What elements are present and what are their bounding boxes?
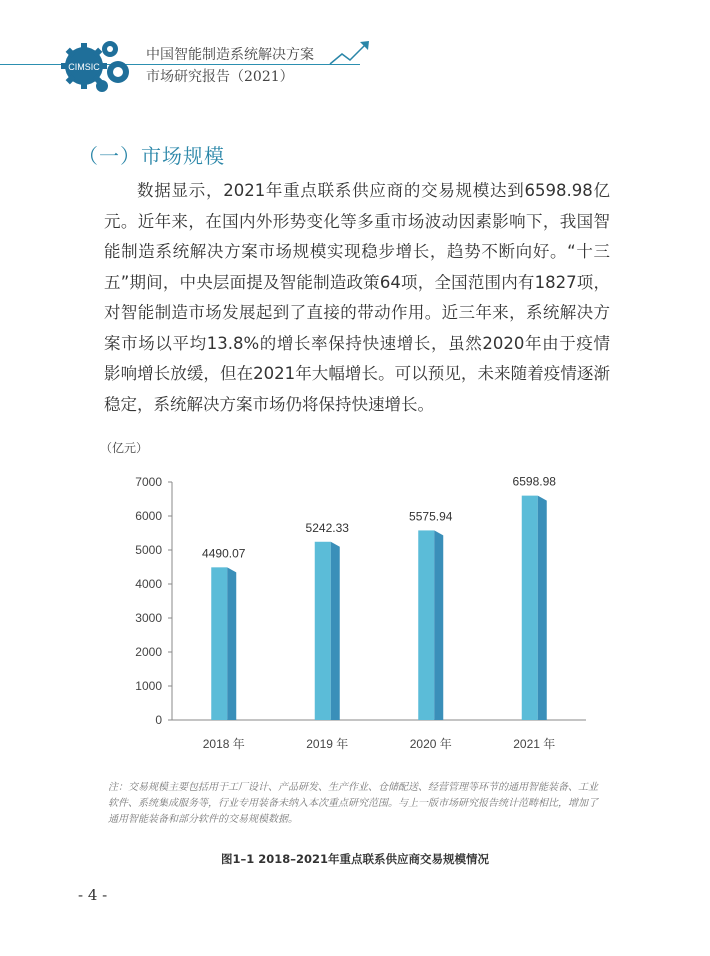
logo-text: CIMSIC [68, 62, 100, 72]
cimsic-gear-logo-icon [52, 36, 142, 96]
bar-side [538, 496, 547, 720]
report-title-line1: 中国智能制造系统解决方案 [146, 47, 314, 63]
bar-front [418, 530, 434, 720]
bar-side [331, 542, 340, 720]
bar-side [434, 530, 443, 720]
bar-side [227, 567, 236, 720]
bar-front [211, 567, 227, 720]
bar [522, 496, 547, 720]
report-title [146, 44, 314, 88]
bar-front [522, 496, 538, 720]
y-tick-label: 4000 [135, 577, 162, 591]
y-tick-label: 7000 [135, 475, 162, 489]
data-label: 4490.07 [202, 546, 246, 561]
y-tick-label: 0 [155, 713, 162, 727]
report-title-line2: 市场研究报告（2021） [146, 69, 294, 85]
page-header [0, 0, 710, 110]
bar [418, 530, 443, 720]
y-tick-label: 1000 [135, 679, 162, 693]
body-paragraph: 数据显示，2021年重点联系供应商的交易规模达到6598.98亿元。近年来，在国内外形势变化等多重市场波动因素影响下，我国智能制造系统解决方案市场规模实现稳步增长，趋势不断向好。“十三五”期间，中央层面提及智能制造政策64项，全国范围内有1827项，对智能制造市场发展起到了直接的带动作用。近三年来，系统解决方案市场以平均13.8%的增长率保持快速增长，虽然2020年由于疫情影响增长放缓，但在2021年大幅增长。可以预见，未来随着疫情逐渐稳定，系统解决方案市场仍将保持快速增长。 [104, 181, 610, 414]
figure-caption: 图1–1 2018–2021年重点联系供应商交易规模情况 [220, 852, 490, 866]
y-ticks [135, 475, 172, 727]
y-axis-label: （亿元） [100, 441, 149, 455]
x-ticks [203, 736, 556, 751]
y-tick-label: 3000 [135, 611, 162, 625]
y-tick-label: 5000 [135, 543, 162, 557]
bar-chart [96, 432, 616, 762]
page-number: - 4 - [78, 886, 108, 904]
chart-note: 注：交易规模主要包括用于工厂设计、产品研发、生产作业、仓储配送、经营管理等环节的通用智能装备、工业软件、系统集成服务等，行业专用装备未纳入本次重点研究范围。与上一版市场研究报告统计范畴相比，增加了通用智能装备和部分软件的交易规模数据。 [108, 782, 598, 825]
bar [211, 567, 236, 720]
y-tick-label: 2000 [135, 645, 162, 659]
bar-front [315, 542, 331, 720]
section-title: （一）市场规模 [78, 144, 225, 168]
x-tick-label: 2019 年 [306, 737, 349, 751]
x-tick-label: 2021 年 [513, 737, 556, 751]
data-label: 5242.33 [305, 520, 349, 535]
bars [202, 475, 556, 720]
data-label: 6598.98 [512, 474, 556, 489]
bar [315, 542, 340, 720]
trend-arrow-icon [328, 38, 372, 68]
data-label: 5575.94 [409, 509, 453, 524]
x-tick-label: 2020 年 [409, 737, 452, 751]
x-tick-label: 2018 年 [202, 737, 245, 751]
y-tick-label: 6000 [135, 509, 162, 523]
